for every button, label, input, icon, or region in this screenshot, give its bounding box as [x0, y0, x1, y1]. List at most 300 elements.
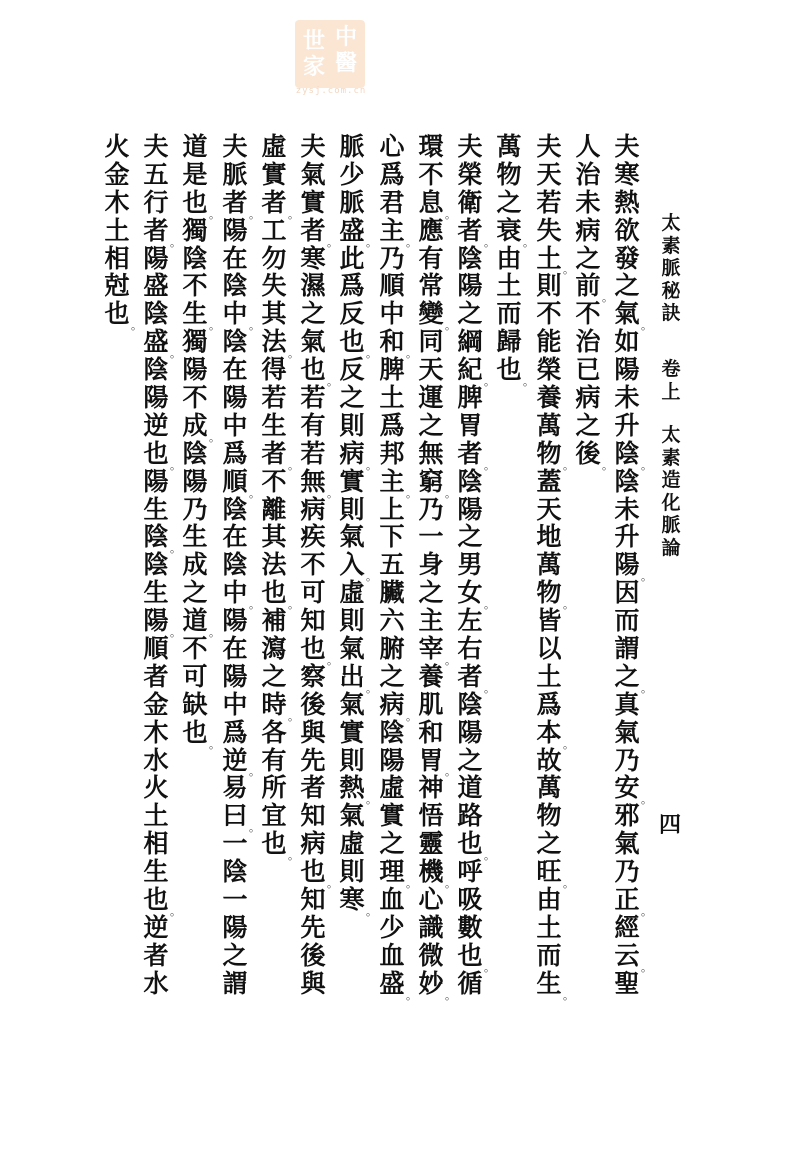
character: 能 — [536, 327, 562, 357]
character: 先 — [300, 912, 326, 942]
character: 可 — [182, 661, 208, 691]
character: 陽 — [614, 355, 640, 385]
character: 成 — [182, 550, 208, 580]
character: 上 — [379, 494, 405, 524]
character: 陰 — [222, 327, 248, 357]
character: 生 — [182, 522, 208, 552]
character: 者 。 — [222, 187, 260, 221]
punctuation-mark: 。 — [366, 347, 377, 361]
character: 瀉 — [261, 634, 287, 664]
character: 後 — [300, 940, 326, 970]
character: 陽 。 — [614, 550, 652, 584]
character: 病 。 — [379, 689, 417, 723]
character: 身 — [418, 550, 444, 580]
character: 若 — [300, 383, 326, 413]
character: 右 — [457, 634, 483, 664]
character: 土 — [379, 383, 405, 413]
character: 若 — [261, 383, 287, 413]
character: 太 — [661, 424, 681, 446]
character: 行 — [143, 187, 169, 217]
punctuation-mark: 。 — [641, 681, 652, 695]
watermark-logo-left — [301, 28, 327, 80]
character: 者 。 — [457, 661, 495, 695]
character: 乃 — [182, 494, 208, 524]
character: 妙 。 — [418, 968, 456, 1002]
character: 也 。 — [339, 327, 377, 361]
character: 未 — [614, 383, 640, 413]
character: 失 — [261, 271, 287, 301]
character: 常 — [418, 271, 444, 301]
character: 呼 — [457, 857, 483, 887]
character: 陽 — [379, 745, 405, 775]
character: 陰 — [614, 466, 640, 496]
character: 悟 — [418, 801, 444, 831]
character: 陽 — [222, 215, 248, 245]
character: 經 — [614, 912, 640, 942]
character: 知 — [300, 801, 326, 831]
text-column — [180, 132, 220, 751]
character: 也 。 — [300, 355, 338, 389]
character: 人 — [575, 132, 601, 161]
character: 榮 — [536, 355, 562, 385]
punctuation-mark: 。 — [563, 598, 574, 612]
character: 成 。 — [182, 410, 220, 444]
character: 實 — [379, 801, 405, 831]
character: 木 — [143, 717, 169, 747]
punctuation-mark: 。 — [209, 626, 220, 640]
character: 順 — [379, 271, 405, 301]
watermark-logo-right — [333, 24, 359, 76]
character: 之 — [614, 271, 640, 301]
character: 陰 — [457, 466, 483, 496]
character: 陽 — [143, 243, 169, 273]
character: 肌 — [418, 689, 444, 719]
character: 之 — [339, 383, 365, 413]
character: 在 — [222, 355, 248, 385]
character: 少 — [339, 159, 365, 189]
character: 盛 。 — [379, 968, 417, 1002]
character: 未 — [575, 187, 601, 217]
character: 蓋 — [536, 466, 562, 496]
character: 陰 — [143, 299, 169, 329]
character: 陰 — [182, 438, 208, 468]
character: 吸 — [457, 885, 483, 915]
character: 也 。 — [457, 940, 495, 974]
character: 失 — [536, 215, 562, 245]
character: 生 — [143, 494, 169, 524]
character: 衰 。 — [496, 215, 534, 249]
character: 者 。 — [143, 215, 181, 249]
character: 和 — [418, 717, 444, 747]
character: 爲 — [536, 689, 562, 719]
character: 病 。 — [339, 438, 377, 472]
character: 路 — [457, 801, 483, 831]
character: 則 — [536, 271, 562, 301]
character: 故 — [536, 745, 562, 775]
character: 陽 — [222, 383, 248, 413]
character: 不 — [182, 271, 208, 301]
character: 也 。 — [143, 438, 181, 472]
character: 氣 — [300, 159, 326, 189]
character: 安 。 — [614, 773, 652, 807]
character: 同 — [418, 327, 444, 357]
character: 不 — [182, 383, 208, 413]
punctuation-mark: 。 — [327, 486, 338, 500]
character: 夫 — [536, 132, 562, 161]
punctuation-mark: 。 — [249, 821, 260, 835]
character: 時 。 — [261, 689, 299, 723]
character: 天 — [536, 494, 562, 524]
character: 熱 — [614, 187, 640, 217]
punctuation-mark: 。 — [327, 877, 338, 891]
punctuation-mark: 。 — [209, 430, 220, 444]
character: 心 — [418, 885, 444, 915]
character: 則 — [339, 494, 365, 524]
character: 氣 — [339, 689, 365, 719]
punctuation-mark: 。 — [288, 709, 299, 723]
character: 所 — [261, 773, 287, 803]
character: 逆 — [143, 912, 169, 942]
character: 夫 — [222, 132, 248, 161]
character: 盛 — [143, 271, 169, 301]
character: 陰 — [222, 494, 248, 524]
character: 天 — [418, 355, 444, 385]
character: 虛 — [379, 773, 405, 803]
character: 土 — [104, 215, 130, 245]
character: 熱 。 — [339, 773, 377, 807]
character: 家 — [302, 54, 325, 80]
character: 發 — [614, 243, 640, 273]
character: 知 — [300, 885, 326, 915]
punctuation-mark: 。 — [641, 793, 652, 807]
character: 物 。 — [536, 578, 574, 612]
character: 胃 — [457, 410, 483, 440]
punctuation-mark: 。 — [327, 653, 338, 667]
watermark-logo — [295, 20, 365, 88]
punctuation-mark: 。 — [602, 291, 613, 305]
character: 乃 — [418, 494, 444, 524]
character: 五 — [143, 159, 169, 189]
character: 氣 — [339, 634, 365, 664]
character: 之 — [300, 299, 326, 329]
punctuation-mark: 。 — [209, 207, 220, 221]
character: 皆 — [536, 606, 562, 636]
punctuation-mark: 。 — [406, 347, 417, 361]
punctuation-mark: 。 — [406, 709, 417, 723]
character: 陰 — [222, 857, 248, 887]
punctuation-mark: 。 — [288, 598, 299, 612]
punctuation-mark: 。 — [445, 988, 456, 1002]
character: 也 。 — [143, 885, 181, 918]
character: 土 — [496, 271, 522, 301]
punctuation-mark: 。 — [523, 235, 534, 249]
character: 各 — [261, 717, 287, 747]
character: 也 。 — [261, 829, 299, 863]
punctuation-mark: 。 — [484, 235, 495, 249]
character: 一 — [222, 829, 248, 859]
character: 生 — [143, 578, 169, 608]
character: 虛 — [261, 132, 287, 161]
punctuation-mark: 。 — [366, 681, 377, 695]
character: 獨 — [182, 327, 208, 357]
character: 土 — [536, 912, 562, 942]
punctuation-mark: 。 — [327, 375, 338, 389]
punctuation-mark: 。 — [563, 458, 574, 472]
punctuation-mark: 。 — [484, 598, 495, 612]
punctuation-mark: 。 — [366, 570, 377, 584]
character: 而 — [536, 940, 562, 970]
punctuation-mark: 。 — [327, 235, 338, 249]
character: 六 — [379, 606, 405, 636]
character: 缺 — [182, 689, 208, 719]
text-column — [220, 132, 260, 998]
character: 數 — [457, 912, 483, 942]
punctuation-mark: 。 — [249, 319, 260, 333]
punctuation-mark: 。 — [445, 486, 456, 500]
character: 由 — [496, 243, 522, 273]
punctuation-mark: 。 — [484, 458, 495, 472]
character: 謂 — [222, 968, 248, 998]
character: 者 。 — [457, 215, 495, 249]
character: 勿 — [261, 243, 287, 273]
character: 不 — [182, 634, 208, 664]
punctuation-mark: 。 — [170, 458, 181, 472]
character: 離 — [261, 494, 287, 524]
character: 陰 — [222, 271, 248, 301]
character: 爲 — [222, 717, 248, 747]
character: 後 。 — [575, 438, 613, 472]
character: 秘 — [661, 279, 681, 302]
character: 也 。 — [300, 634, 338, 667]
character: 法 。 — [261, 327, 299, 361]
character: 欲 — [614, 215, 640, 245]
punctuation-mark: 。 — [288, 207, 299, 221]
punctuation-mark: 。 — [641, 904, 652, 918]
watermark-url: zysj.com.cn — [295, 86, 367, 96]
character: 不 — [418, 159, 444, 189]
character: 實 — [339, 717, 365, 747]
character: 以 — [536, 634, 562, 664]
character: 應 — [418, 215, 444, 245]
character: 陽 — [143, 383, 169, 413]
character: 識 — [418, 912, 444, 942]
character: 中 — [222, 410, 248, 440]
punctuation-mark: 。 — [249, 765, 260, 779]
punctuation-mark: 。 — [563, 737, 574, 751]
character: 寒 。 — [339, 885, 377, 918]
character: 實 — [339, 466, 365, 496]
character: 者 — [300, 773, 326, 803]
punctuation-mark: 。 — [366, 793, 377, 807]
character: 脈 — [222, 159, 248, 189]
character: 上 — [661, 380, 681, 403]
character: 氣 — [614, 717, 640, 747]
character: 盛 。 — [143, 327, 181, 361]
character: 則 — [339, 410, 365, 440]
character: 相 — [104, 243, 130, 273]
character: 病 — [300, 829, 326, 859]
character: 醫 — [334, 50, 357, 76]
punctuation-mark: 。 — [131, 319, 142, 333]
character: 爲 — [379, 410, 405, 440]
character: 一 — [222, 885, 248, 915]
character: 相 — [143, 829, 169, 859]
character: 脈 — [661, 257, 681, 279]
character: 太 — [661, 212, 681, 234]
character: 化 — [661, 491, 681, 514]
character: 者 。 — [261, 438, 299, 472]
character: 正 。 — [614, 885, 652, 918]
character: 也 。 — [182, 717, 220, 751]
character: 主 — [418, 606, 444, 636]
punctuation-mark: 。 — [484, 960, 495, 974]
character: 道 — [457, 773, 483, 803]
character: 素 — [661, 446, 681, 469]
character: 中 — [222, 689, 248, 719]
character: 陽 — [222, 606, 248, 636]
character: 物 。 — [536, 438, 574, 472]
character: 之 — [379, 661, 405, 691]
character: 之 — [182, 578, 208, 608]
character: 金 — [143, 689, 169, 719]
character: 也 。 — [182, 187, 220, 221]
character: 虛 — [339, 578, 365, 608]
character: 血 — [379, 940, 405, 970]
character: 生 。 — [536, 968, 574, 1002]
character: 心 — [379, 132, 405, 161]
punctuation-mark: 。 — [406, 235, 417, 249]
character: 已 — [575, 355, 601, 385]
punctuation-mark: 。 — [249, 207, 260, 221]
character: 盛 。 — [339, 215, 377, 249]
character: 微 — [418, 940, 444, 970]
character: 陽 — [457, 271, 483, 301]
character: 變 。 — [418, 299, 456, 333]
character: 生 — [261, 410, 287, 440]
character: 物 — [496, 159, 522, 189]
character: 其 — [261, 299, 287, 329]
character: 陰 — [182, 243, 208, 273]
character: 陰 。 — [614, 438, 652, 472]
character: 土 — [143, 801, 169, 831]
character: 陰 — [143, 550, 169, 580]
punctuation-mark: 。 — [406, 988, 417, 1002]
text-column — [534, 132, 574, 1002]
character: 萬 — [536, 773, 562, 803]
punctuation-mark: 。 — [366, 904, 377, 918]
character: 紀 。 — [457, 355, 495, 389]
character: 生 — [143, 857, 169, 887]
character: 云 。 — [614, 940, 652, 974]
character: 者 。 — [261, 187, 299, 221]
character: 也 。 — [496, 355, 534, 389]
character: 主 。 — [379, 466, 417, 500]
character: 也 。 — [104, 299, 142, 333]
character: 氣 — [339, 801, 365, 831]
character: 脾 — [379, 355, 405, 385]
character: 之 — [261, 661, 287, 691]
character: 土 。 — [536, 243, 574, 277]
character: 火 — [104, 132, 130, 161]
page-number: 四 — [659, 812, 682, 838]
character: 環 — [418, 132, 444, 161]
character: 萬 — [536, 410, 562, 440]
character: 工 — [261, 215, 287, 245]
punctuation-mark: 。 — [563, 263, 574, 277]
character: 寒 — [614, 159, 640, 189]
punctuation-mark: 。 — [563, 988, 574, 1002]
character: 者 。 — [300, 215, 338, 249]
character: 之 — [575, 410, 601, 440]
character: 有 — [300, 410, 326, 440]
character: 萬 — [536, 550, 562, 580]
character: 與 — [300, 717, 326, 747]
character: 由 — [536, 885, 562, 915]
character: 歸 — [496, 327, 522, 357]
character: 獨 — [182, 215, 208, 245]
character: 病 — [300, 494, 326, 524]
punctuation-mark: 。 — [641, 458, 652, 472]
punctuation-mark: 。 — [484, 375, 495, 389]
punctuation-mark: 。 — [288, 347, 299, 361]
character: 先 — [300, 745, 326, 775]
character: 金 — [104, 159, 130, 189]
punctuation-mark: 。 — [170, 904, 181, 918]
character: 此 — [339, 243, 365, 273]
character: 下 — [379, 522, 405, 552]
character: 陰 — [222, 550, 248, 580]
character: 氣 — [300, 327, 326, 357]
character: 造 — [661, 469, 681, 491]
character: 道 — [182, 132, 208, 161]
character: 陰 — [379, 717, 405, 747]
punctuation-mark: 。 — [523, 375, 534, 389]
character: 爲 — [339, 271, 365, 301]
character: 得 — [261, 355, 287, 385]
character: 火 — [143, 773, 169, 803]
punctuation-mark: 。 — [288, 849, 299, 863]
text-column — [494, 132, 534, 389]
character: 中 — [379, 299, 405, 329]
text-column — [612, 132, 652, 998]
character: 旺 。 — [536, 857, 574, 891]
character: 血 — [379, 885, 405, 915]
character: 道 。 — [182, 606, 220, 640]
character: 生 。 — [182, 299, 220, 333]
character: 論 — [661, 536, 681, 559]
character: 夫 — [457, 132, 483, 161]
character: 在 — [222, 243, 248, 273]
character: 可 — [300, 578, 326, 608]
character: 之 — [457, 522, 483, 552]
punctuation-mark: 。 — [445, 877, 456, 891]
character: 也 。 — [300, 857, 338, 891]
character: 脈 — [339, 132, 365, 161]
character: 土 — [536, 661, 562, 691]
punctuation-mark: 。 — [445, 765, 456, 779]
character: 陰 。 — [143, 522, 181, 556]
character: 若 — [536, 187, 562, 217]
character: 理 。 — [379, 857, 417, 891]
punctuation-mark: 。 — [366, 235, 377, 249]
text-column — [298, 132, 338, 998]
text-column — [455, 132, 495, 998]
character: 之 — [418, 578, 444, 608]
character: 胃 。 — [418, 745, 456, 779]
character: 不 — [300, 550, 326, 580]
character: 謂 — [614, 634, 640, 664]
character: 中 。 — [222, 578, 260, 612]
